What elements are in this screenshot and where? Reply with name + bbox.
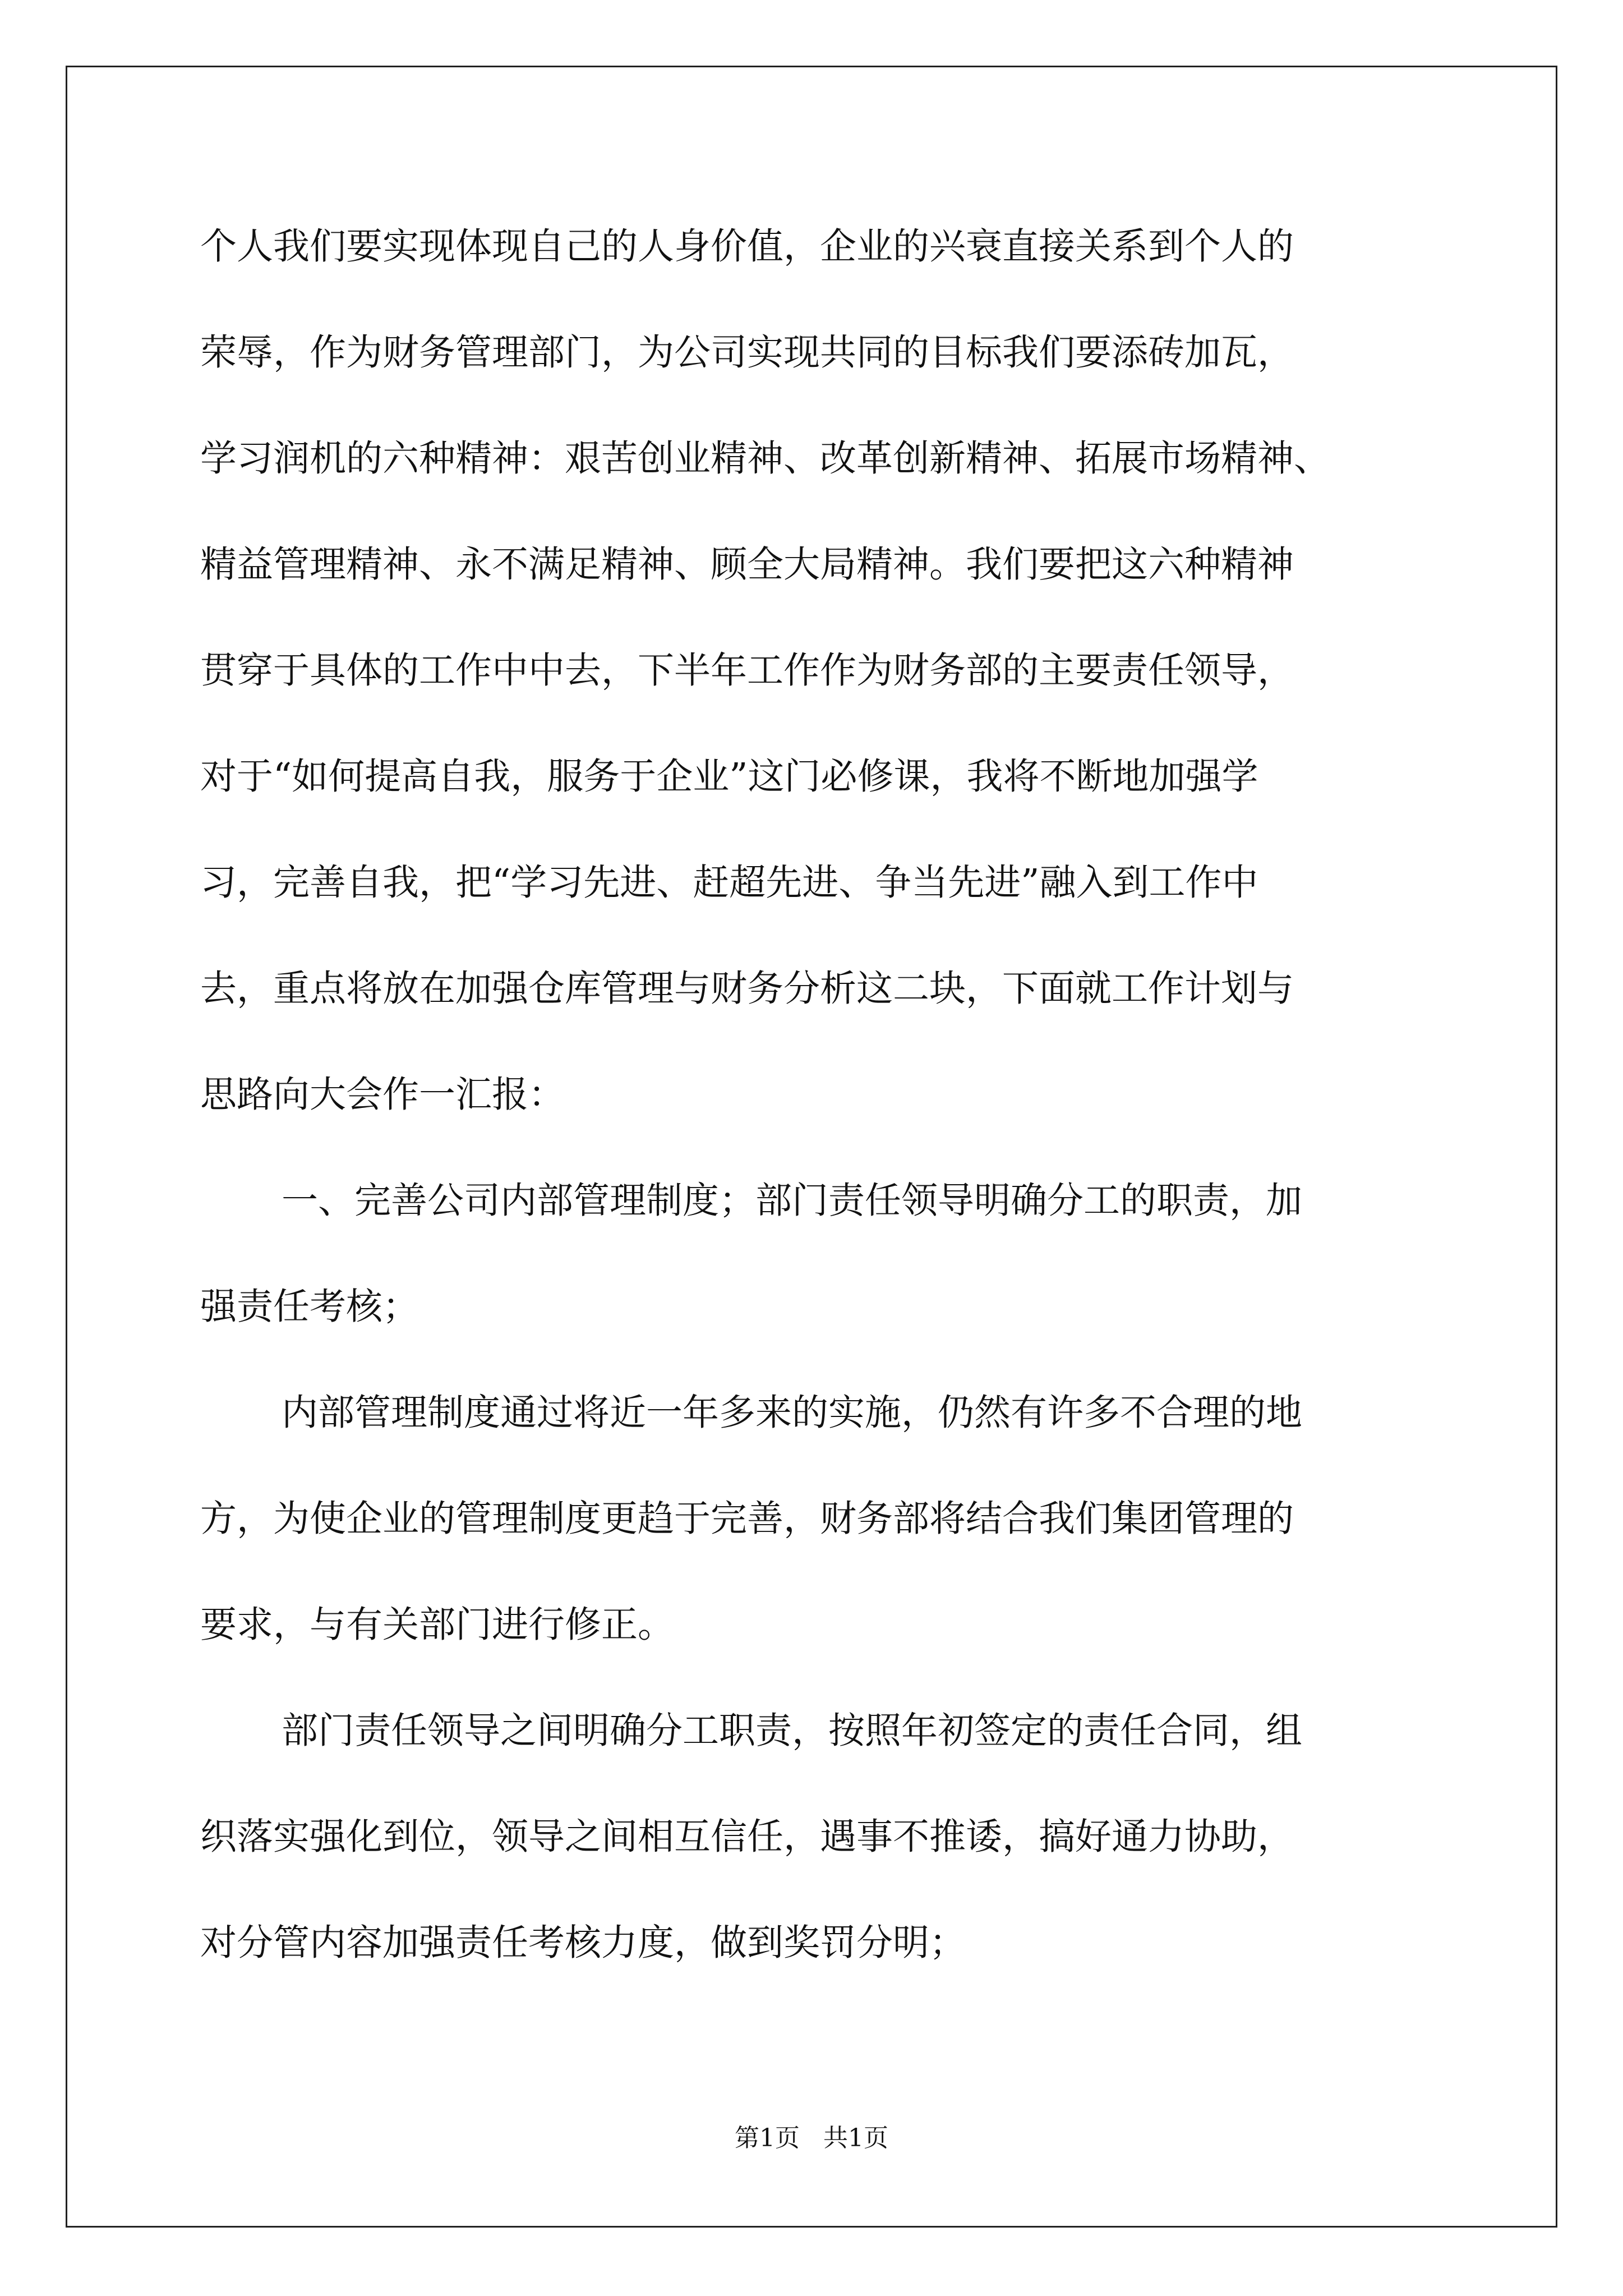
body-text-line: 精益管理精神、永不满足精神、顾全大局精神。我们要把这六种精神	[200, 544, 1294, 586]
page-number-footer: 第1页 共1页	[735, 2124, 888, 2152]
page-border	[66, 66, 1557, 2228]
body-text-line: 要求，与有关部门进行修正。	[200, 1604, 675, 1646]
body-text-line: 对于“如何提高自我，服务于企业”这门必修课，我将不断地加强学	[200, 756, 1258, 798]
body-text-line: 部门责任领导之间明确分工职责，按照年初签定的责任合同，组	[282, 1710, 1303, 1752]
body-text-line: 对分管内容加强责任考核力度，做到奖罚分明；	[200, 1922, 966, 1964]
body-text-line: 思路向大会作一汇报：	[200, 1074, 565, 1116]
body-text-line: 贯穿于具体的工作中中去，下半年工作作为财务部的主要责任领导，	[200, 650, 1294, 692]
body-text-line: 学习润机的六种精神：艰苦创业精神、改革创新精神、拓展市场精神、	[200, 438, 1331, 480]
section-heading-line: 强责任考核；	[200, 1286, 419, 1328]
body-text-line: 去，重点将放在加强仓库管理与财务分析这二块，下面就工作计划与	[200, 968, 1294, 1010]
body-text-line: 方，为使企业的管理制度更趋于完善，财务部将结合我们集团管理的	[200, 1498, 1294, 1540]
body-text-line: 织落实强化到位，领导之间相互信任，遇事不推诿，搞好通力协助，	[200, 1816, 1294, 1858]
body-text-line: 习，完善自我，把“学习先进、赶超先进、争当先进”融入到工作中	[200, 862, 1258, 904]
section-heading-line: 一、完善公司内部管理制度；部门责任领导明确分工的职责，加	[282, 1180, 1303, 1222]
body-text-line: 内部管理制度通过将近一年多来的实施，仍然有许多不合理的地	[282, 1392, 1303, 1434]
body-text-line: 荣辱，作为财务管理部门，为公司实现共同的目标我们要添砖加瓦，	[200, 332, 1294, 374]
body-text-line: 个人我们要实现体现自己的人身价值，企业的兴衰直接关系到个人的	[200, 226, 1294, 268]
